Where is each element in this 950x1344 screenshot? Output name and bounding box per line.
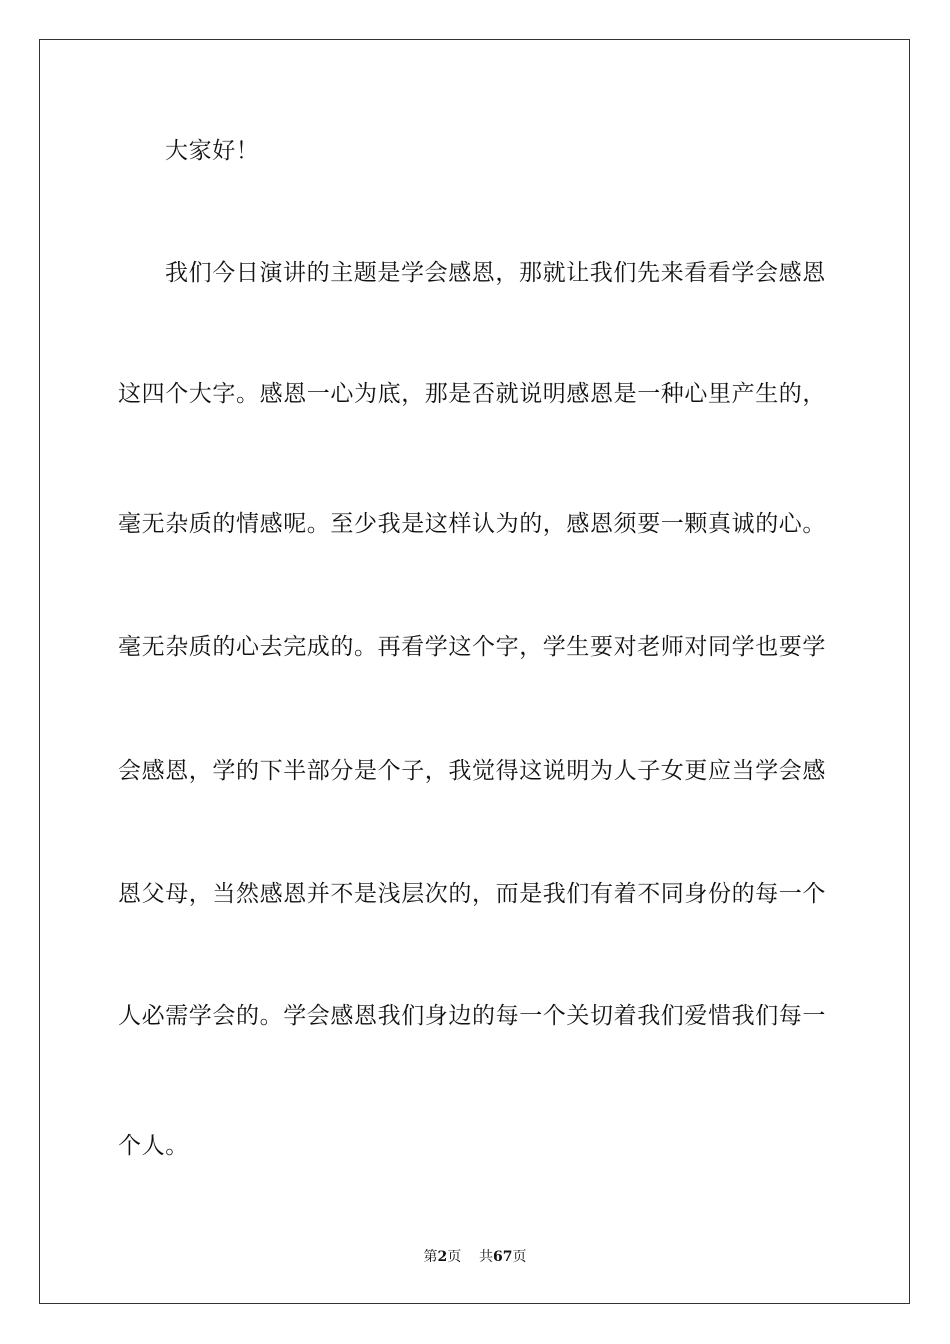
text-line-6: 会感恩，学的下半部分是个子，我觉得这说明为人子女更应当学会感	[118, 758, 826, 784]
total-prefix: 共	[479, 1249, 494, 1265]
text-line-3: 这四个大字。感恩一心为底，那是否就说明感恩是一种心里产生的，	[118, 381, 826, 407]
page-number: 2	[437, 1249, 448, 1265]
text-line-1: 大家好！	[165, 138, 260, 164]
text-line-2: 我们今日演讲的主题是学会感恩，那就让我们先来看看学会感恩	[165, 260, 826, 286]
text-line-8: 人必需学会的。学会感恩我们身边的每一个关切着我们爱惜我们每一	[118, 1003, 826, 1029]
page-footer	[0, 1248, 950, 1266]
text-line-5: 毫无杂质的心去完成的。再看学这个字，学生要对老师对同学也要学	[118, 634, 826, 660]
document-page	[39, 39, 910, 1304]
page-prefix: 第	[423, 1249, 438, 1265]
text-line-4: 毫无杂质的情感呢。至少我是这样认为的，感恩须要一颗真诚的心。	[118, 511, 826, 537]
page-suffix: 页	[447, 1249, 462, 1265]
total-pages: 67	[493, 1249, 513, 1265]
text-line-7: 恩父母，当然感恩并不是浅层次的，而是我们有着不同身份的每一个	[118, 881, 826, 907]
text-line-9: 个人。	[118, 1133, 189, 1159]
total-suffix: 页	[512, 1249, 527, 1265]
